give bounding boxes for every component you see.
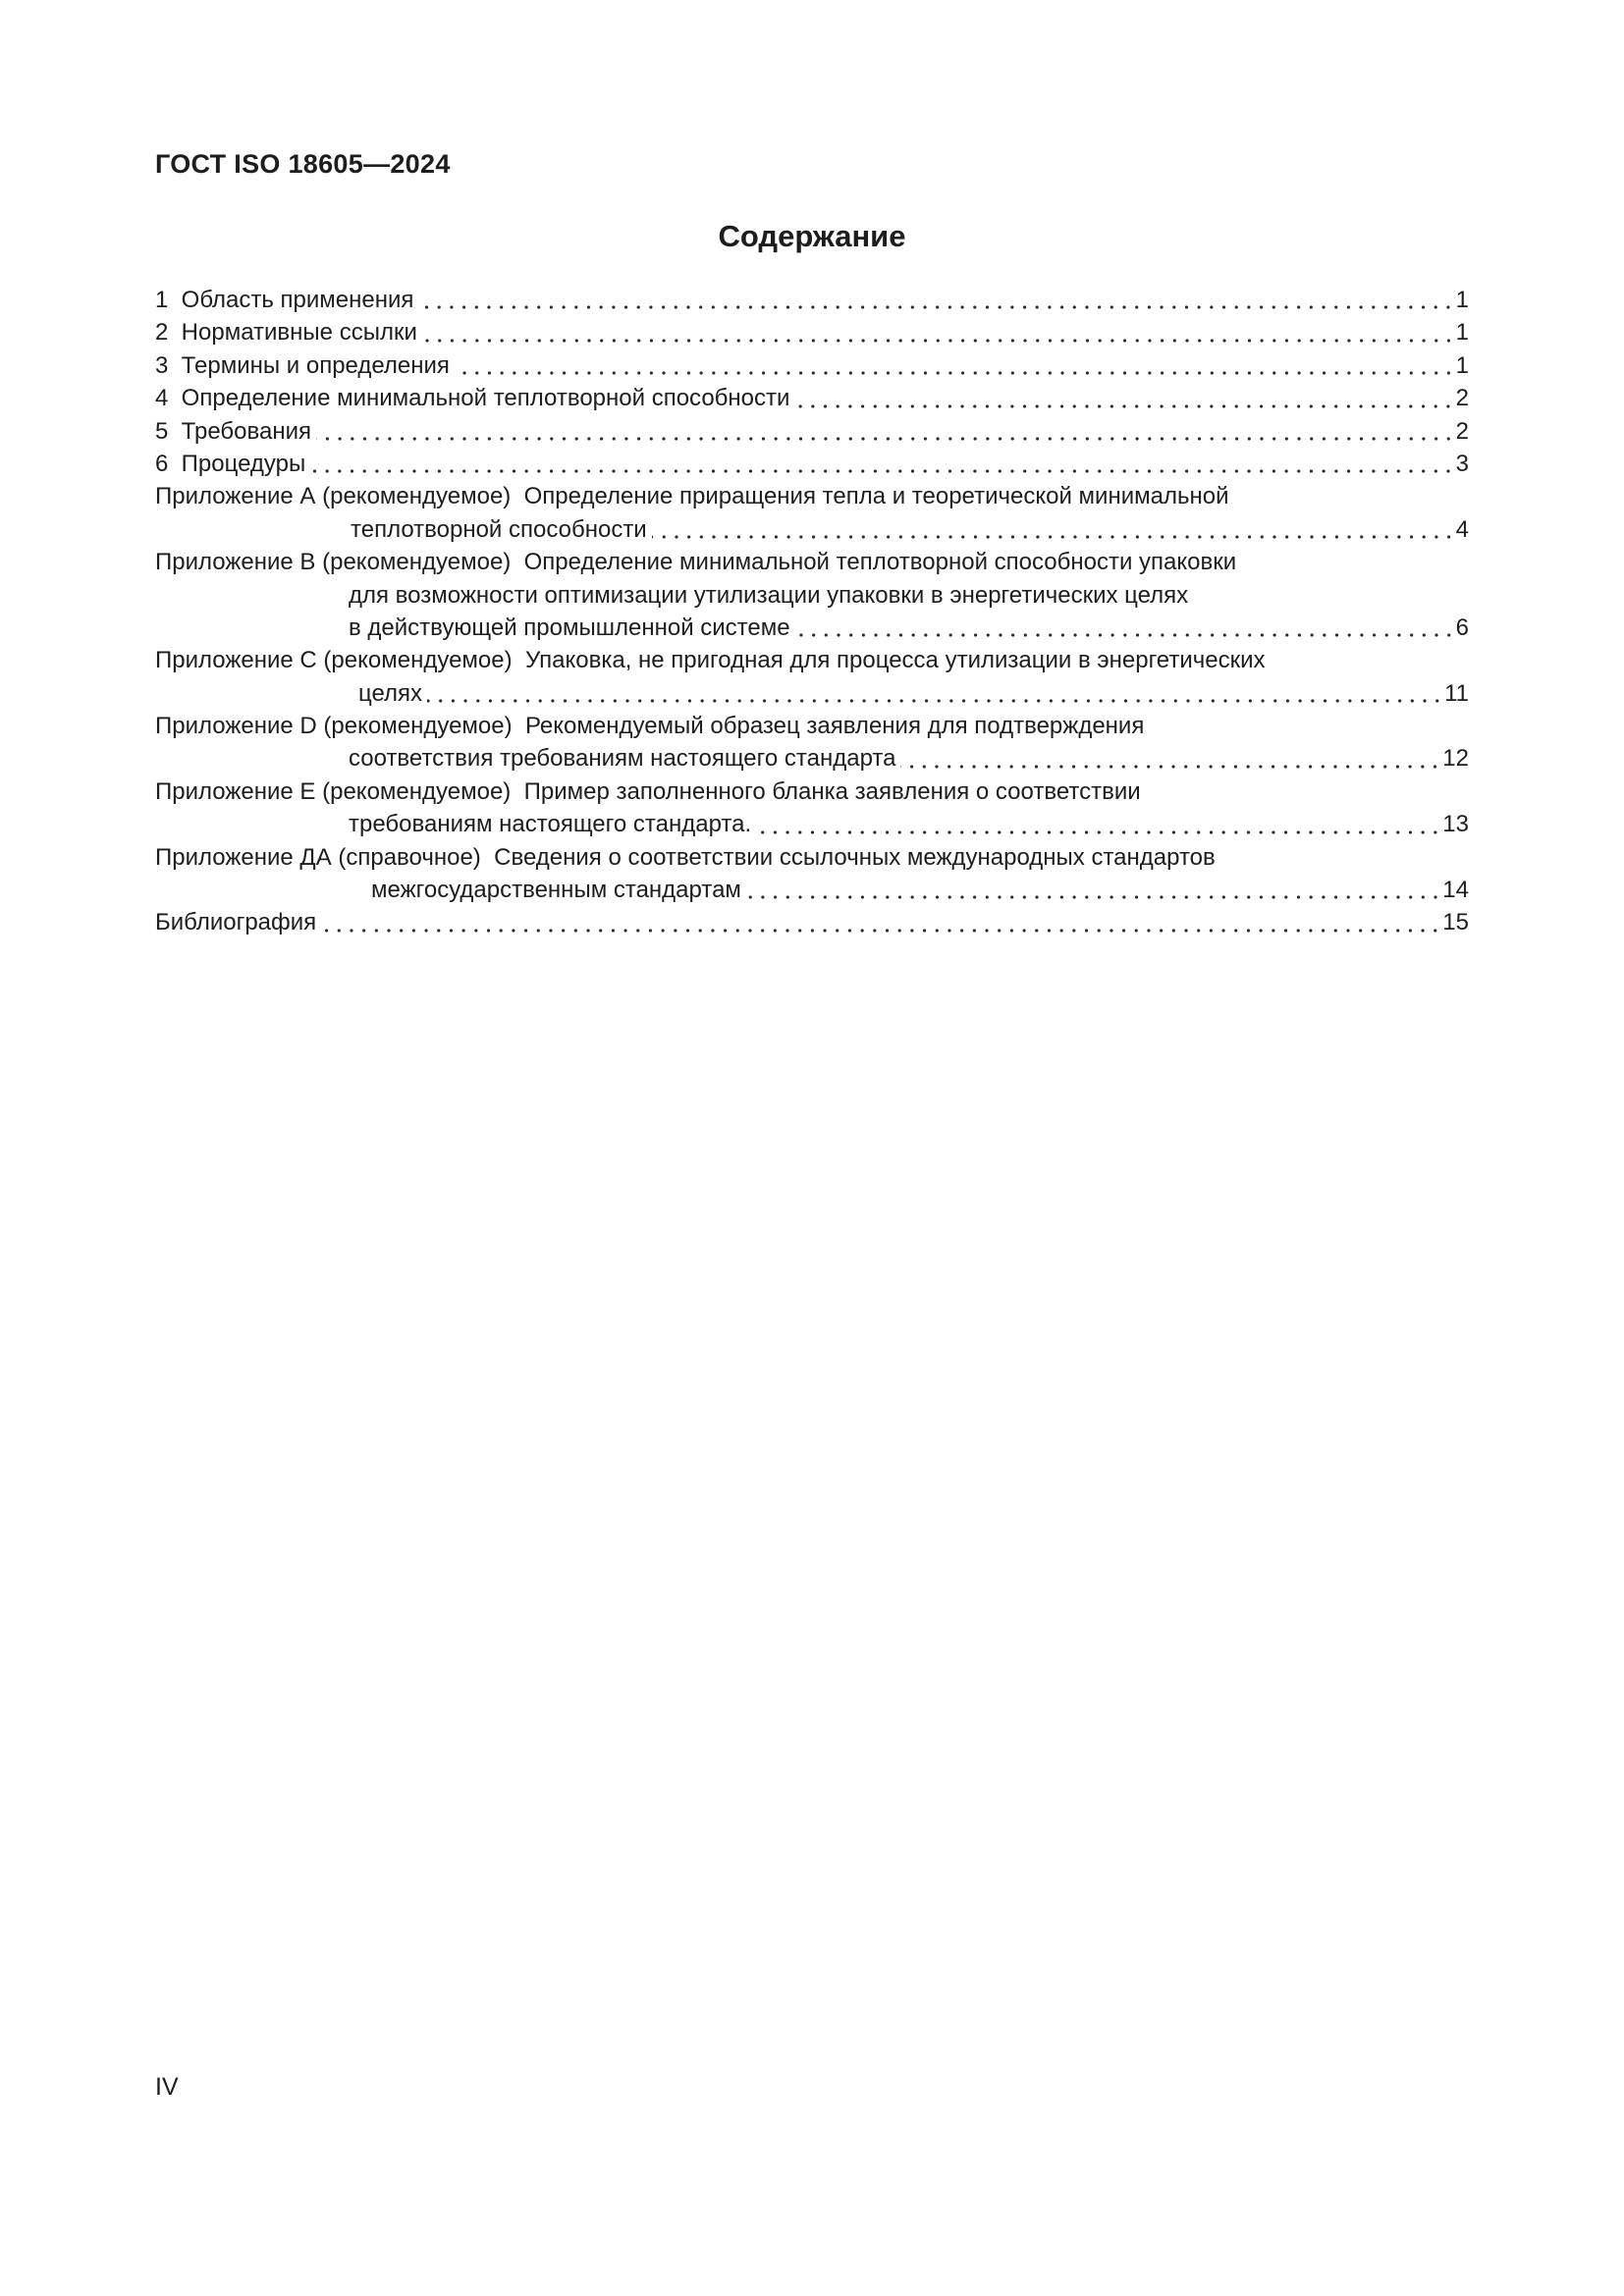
toc-entry bbox=[155, 546, 1469, 644]
toc-indent bbox=[155, 742, 349, 774]
toc-entry-text: 5 Требования bbox=[155, 417, 311, 445]
toc-entry-text: межгосударственным стандартам bbox=[371, 877, 741, 904]
toc-entry bbox=[155, 415, 1469, 448]
toc-line bbox=[155, 906, 1469, 938]
toc-line bbox=[155, 710, 1469, 742]
toc-entry bbox=[155, 448, 1469, 480]
toc-entry-text: в действующей промышленной системе bbox=[349, 614, 790, 641]
toc-entry-text: 3 Термины и определения bbox=[155, 351, 450, 379]
toc-page-number: 13 bbox=[1442, 811, 1469, 838]
toc-line bbox=[155, 382, 1469, 414]
dot-leader bbox=[427, 677, 1444, 710]
toc-indent bbox=[155, 513, 351, 546]
toc-entry-text: 6 Процедуры bbox=[155, 450, 306, 477]
toc-entry bbox=[155, 316, 1469, 348]
toc-entry-text: 2 Нормативные ссылки bbox=[155, 319, 417, 347]
toc-indent bbox=[155, 874, 371, 906]
page-number: IV bbox=[155, 2073, 179, 2101]
toc-page-number: 15 bbox=[1442, 909, 1469, 936]
toc-line bbox=[155, 775, 1469, 808]
toc-entry bbox=[155, 710, 1469, 775]
toc-line bbox=[155, 415, 1469, 448]
table-of-contents bbox=[155, 284, 1469, 939]
toc-line bbox=[155, 612, 1469, 644]
toc-entry-text: для возможности оптимизации утилизации упаковки в энергетических целях bbox=[349, 581, 1189, 609]
toc-page-number: 6 bbox=[1455, 614, 1469, 641]
dot-leader bbox=[795, 612, 1456, 644]
toc-page-number: 1 bbox=[1455, 319, 1469, 347]
dot-leader bbox=[418, 284, 1455, 316]
toc-entry-text: 4 Определение минимальной теплотворной способности bbox=[155, 385, 790, 412]
page-title: Содержание bbox=[718, 219, 906, 253]
toc-entry-text: Приложение Е (рекомендуемое) Пример заполненного бланка заявления о соответствии bbox=[155, 777, 1141, 805]
toc-page-number: 1 bbox=[1455, 351, 1469, 379]
toc-line bbox=[155, 546, 1469, 578]
toc-indent bbox=[155, 808, 349, 840]
toc-entry bbox=[155, 382, 1469, 414]
toc-line bbox=[155, 513, 1469, 546]
toc-entry-text: Приложение D (рекомендуемое) Рекомендуемый образец заявления для подтверждения bbox=[155, 713, 1145, 740]
toc-page-number: 2 bbox=[1455, 417, 1469, 445]
document-id: ГОСТ ISO 18605—2024 bbox=[155, 149, 451, 179]
toc-page-number: 14 bbox=[1442, 877, 1469, 904]
toc-entry-text: Приложение ДА (справочное) Сведения о соответствии ссылочных международных стандартов bbox=[155, 843, 1216, 871]
toc-line bbox=[155, 841, 1469, 874]
dot-leader bbox=[756, 808, 1442, 840]
toc-line bbox=[155, 284, 1469, 316]
dot-leader bbox=[794, 382, 1455, 414]
dot-leader bbox=[455, 349, 1456, 382]
toc-entry-text: 1 Область применения bbox=[155, 287, 414, 313]
toc-indent bbox=[155, 579, 349, 612]
dot-leader bbox=[652, 513, 1456, 546]
toc-line bbox=[155, 316, 1469, 348]
toc-indent bbox=[155, 612, 349, 644]
toc-page-number: 1 bbox=[1455, 287, 1469, 313]
toc-entry-text: теплотворной способности bbox=[351, 515, 647, 543]
dot-leader bbox=[316, 415, 1456, 448]
toc-entry-text: соответствия требованиям настоящего стандарта bbox=[349, 745, 896, 773]
dot-leader bbox=[900, 742, 1442, 774]
toc-line bbox=[155, 448, 1469, 480]
toc-line bbox=[155, 579, 1469, 612]
toc-entry-text: Библиография bbox=[155, 909, 317, 936]
toc-entry-text: Приложение В (рекомендуемое) Определение минимальной теплотворной способности упаковки bbox=[155, 549, 1237, 576]
toc-entry bbox=[155, 644, 1469, 710]
toc-entry bbox=[155, 284, 1469, 316]
toc-line bbox=[155, 677, 1469, 710]
dot-leader bbox=[310, 448, 1455, 480]
toc-page-number: 11 bbox=[1444, 679, 1469, 707]
toc-entry-text: Приложение С (рекомендуемое) Упаковка, не пригодная для процесса утилизации в энергетических bbox=[155, 647, 1266, 674]
toc-line bbox=[155, 874, 1469, 906]
toc-entry bbox=[155, 906, 1469, 938]
toc-indent bbox=[155, 677, 358, 710]
dot-leader bbox=[746, 874, 1442, 906]
toc-page-number: 3 bbox=[1455, 450, 1469, 477]
toc-entry-text: Приложение А (рекомендуемое) Определение приращения тепла и теоретической минимальной bbox=[155, 483, 1229, 510]
toc-line bbox=[155, 808, 1469, 840]
toc-entry bbox=[155, 841, 1469, 907]
dot-leader bbox=[321, 906, 1442, 938]
toc-line bbox=[155, 480, 1469, 512]
toc-line bbox=[155, 742, 1469, 774]
toc-entry-text: целях bbox=[358, 679, 423, 707]
toc-page-number: 4 bbox=[1455, 515, 1469, 543]
toc-entry bbox=[155, 349, 1469, 382]
toc-entry bbox=[155, 775, 1469, 841]
toc-line bbox=[155, 644, 1469, 676]
dot-leader bbox=[422, 316, 1456, 348]
toc-page-number: 2 bbox=[1455, 385, 1469, 412]
toc-entry-text: требованиям настоящего стандарта. bbox=[349, 811, 752, 838]
toc-page-number: 12 bbox=[1442, 745, 1469, 773]
toc-line bbox=[155, 349, 1469, 382]
toc-entry bbox=[155, 480, 1469, 546]
